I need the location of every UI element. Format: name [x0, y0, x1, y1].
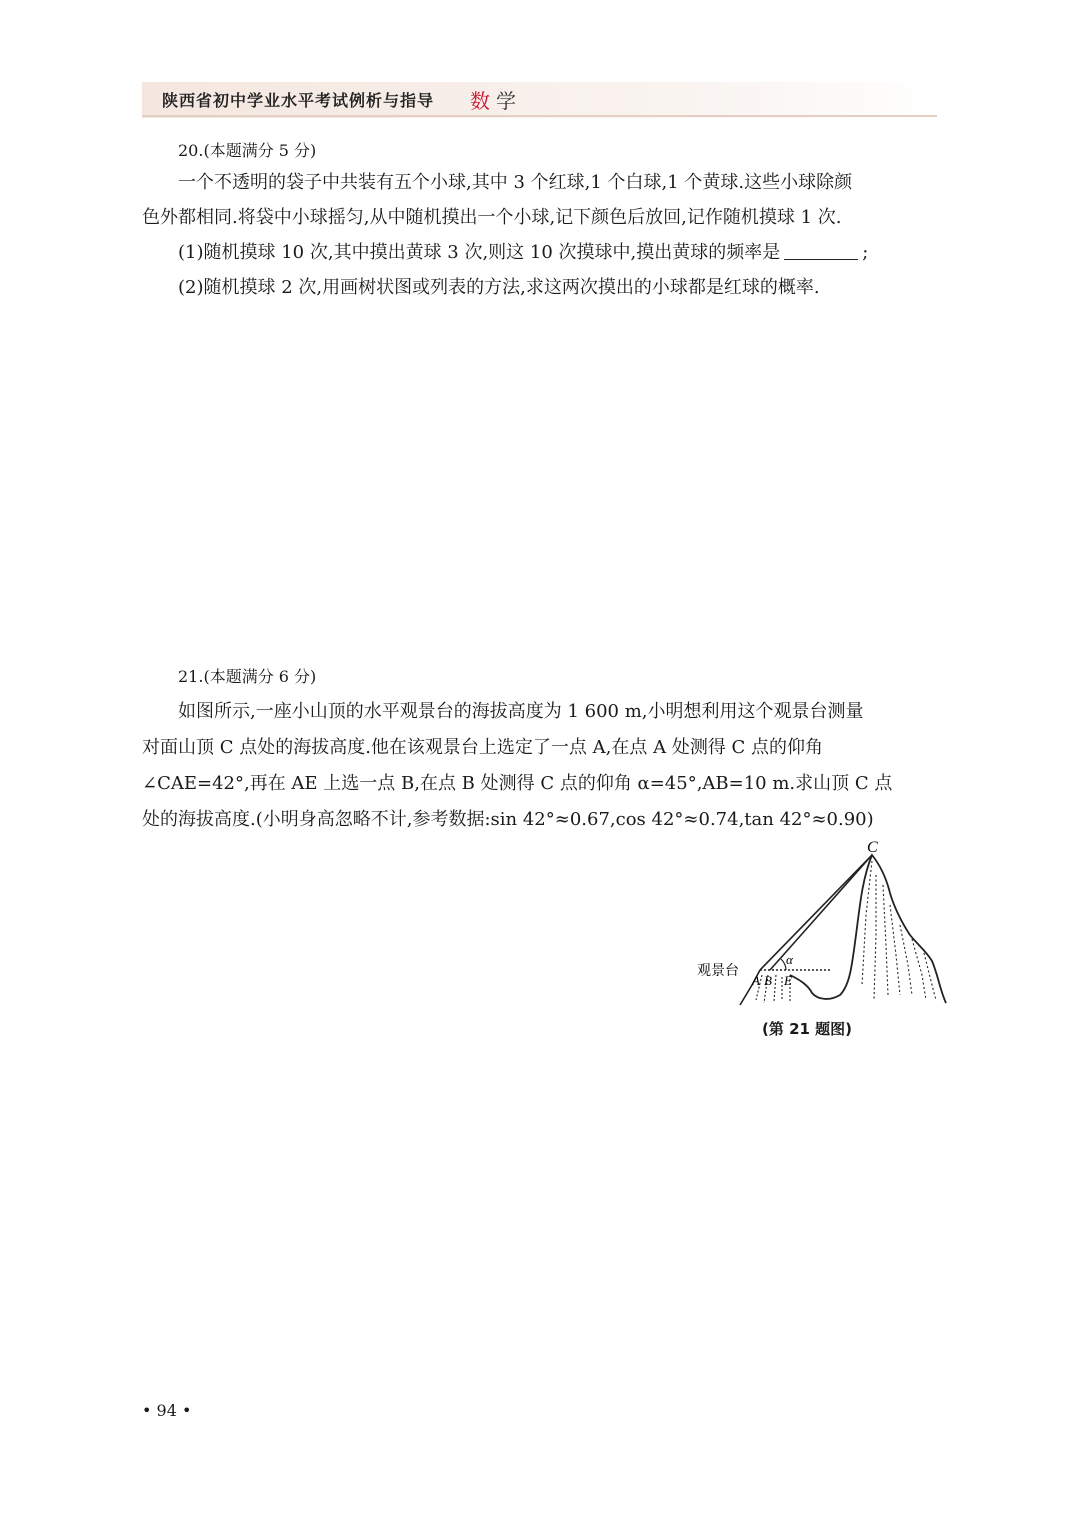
- answer-blank[interactable]: [784, 241, 858, 260]
- label-alpha: α: [786, 952, 793, 967]
- q20-part-2: (2)随机摸球 2 次,用画树状图或列表的方法,求这两次摸出的小球都是红球的概率.: [178, 277, 820, 298]
- q20-part-1-end: ;: [862, 242, 869, 263]
- q21-line-2: 对面山顶 C 点处的海拔高度.他在该观景台上选定了一点 A,在点 A 处测得 C 点的仰角: [142, 737, 824, 758]
- q21-line-4: 处的海拔高度.(小明身高忽略不计,参考数据:sin 42°≈0.67,cos 42°≈0.74,tan 42°≈0.90): [142, 809, 874, 830]
- q21-line-3: ∠CAE=42°,再在 AE 上选一点 B,在点 B 处测得 C 点的仰角 α=45°,AB=10 m.求山顶 C 点: [142, 773, 893, 794]
- label-B: B: [764, 973, 772, 988]
- label-E: E: [784, 973, 792, 988]
- mountain-hatching: [862, 861, 936, 1000]
- q21-line-1: 如图所示,一座小山顶的水平观景台的海拔高度为 1 600 m,小明想利用这个观景台测量: [178, 701, 864, 722]
- subject-char-1: 数: [470, 89, 496, 113]
- q20-stem-line-2: 色外都相同.将袋中小球摇匀,从中随机摸出一个小球,记下颜色后放回,记作随机摸球 1 次.: [142, 207, 842, 228]
- label-C: C: [867, 839, 878, 856]
- sight-line-AC: [760, 855, 872, 970]
- label-platform: 观景台: [697, 963, 739, 979]
- series-title: 陕西省初中学业水平考试例析与指导: [162, 91, 435, 110]
- header-divider: [142, 115, 937, 117]
- subject-char-2: 学: [496, 89, 522, 113]
- figure-caption: (第 21 题图): [762, 1020, 853, 1038]
- q20-part-1-text: (1)随机摸球 10 次,其中摸出黄球 3 次,则这 10 次摸球中,摸出黄球的频率是: [178, 242, 781, 263]
- q20-part-1: [178, 238, 868, 264]
- q20-stem-line-1: 一个不透明的袋子中共装有五个小球,其中 3 个红球,1 个白球,1 个黄球.这些小球除颜: [178, 172, 853, 193]
- label-A: A: [752, 973, 760, 988]
- mountain-figure: [690, 835, 960, 1045]
- q20-heading: 20.(本题满分 5 分): [178, 141, 317, 160]
- subject-title: [470, 85, 522, 114]
- q21-heading: 21.(本题满分 6 分): [178, 667, 317, 686]
- page-number: • 94 •: [142, 1401, 192, 1420]
- mountain-outline: [790, 855, 946, 1003]
